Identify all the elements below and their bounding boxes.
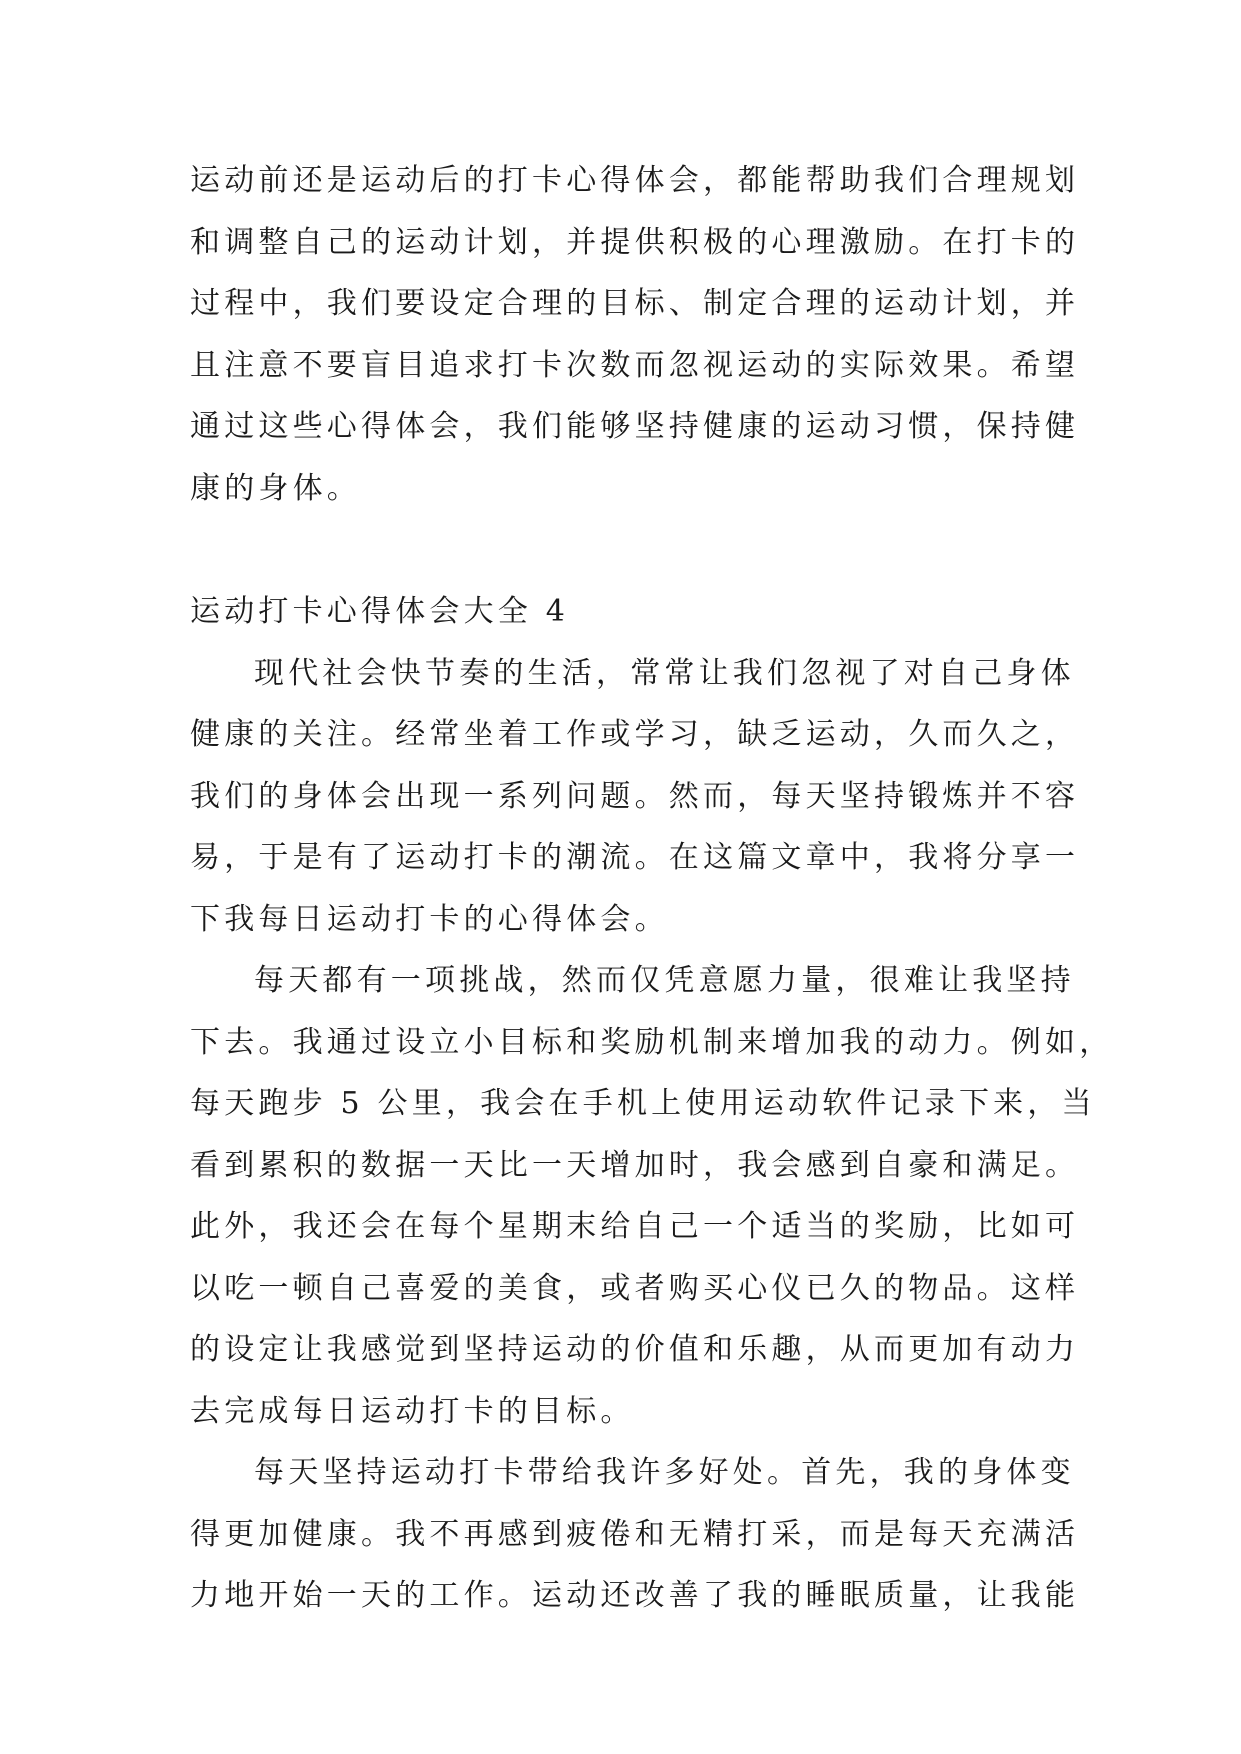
- text-line: 每天都有一项挑战，然而仅凭意愿力量，很难让我坚持: [254, 963, 1075, 998]
- text-line: 现代社会快节奏的生活，常常让我们忽视了对自己身体: [254, 655, 1075, 691]
- text-line: 得更加健康。我不再感到疲倦和无精打采，而是每天充满活: [190, 1516, 1080, 1552]
- paragraph-spacer: [190, 519, 1050, 581]
- text-line: 康的身体。: [190, 470, 361, 506]
- paragraph-3: [190, 1442, 1080, 1627]
- text-line: 下我每日运动打卡的心得体会。: [190, 901, 669, 937]
- text-line: 且注意不要盲目追求打卡次数而忽视运动的实际效果。希望: [190, 347, 1080, 383]
- text-line: 运动前还是运动后的打卡心得体会，都能帮助我们合理规划: [190, 163, 1080, 198]
- section-title: 运动打卡心得体会大全 4: [190, 594, 570, 629]
- text-line: 健康的关注。经常坐着工作或学习，缺乏运动，久而久之，: [190, 717, 1080, 752]
- text-line: 我们的身体会出现一系列问题。然而，每天坚持锻炼并不容: [190, 778, 1080, 814]
- intro-paragraph: [190, 150, 1080, 519]
- text-line: 通过这些心得体会，我们能够坚持健康的运动习惯，保持健: [190, 409, 1080, 444]
- document-body: [190, 150, 1114, 1627]
- text-line: 易，于是有了运动打卡的潮流。在这篇文章中，我将分享一: [190, 840, 1080, 875]
- paragraph-2: [190, 950, 1114, 1442]
- text-line: 看到累积的数据一天比一天增加时，我会感到自豪和满足。: [190, 1147, 1080, 1183]
- text-line: 去完成每日运动打卡的目标。: [190, 1393, 635, 1429]
- paragraph-1: [190, 643, 1080, 951]
- text-line: 和调整自己的运动计划，并提供积极的心理激励。在打卡的: [190, 224, 1080, 260]
- text-line: 过程中，我们要设定合理的目标、制定合理的运动计划，并: [190, 286, 1080, 321]
- text-line: 的设定让我感觉到坚持运动的价值和乐趣，从而更加有动力: [190, 1332, 1080, 1367]
- text-line: 此外，我还会在每个星期末给自己一个适当的奖励，比如可: [190, 1209, 1080, 1244]
- text-line: 力地开始一天的工作。运动还改善了我的睡眠质量，让我能: [190, 1578, 1080, 1613]
- text-line: 以吃一顿自己喜爱的美食，或者购买心仪已久的物品。这样: [190, 1270, 1080, 1306]
- text-line: 每天跑步 5 公里，我会在手机上使用运动软件记录下来，当: [190, 1086, 1096, 1121]
- text-line: 每天坚持运动打卡带给我许多好处。首先，我的身体变: [254, 1455, 1075, 1490]
- text-line: 下去。我通过设立小目标和奖励机制来增加我的动力。例如，: [190, 1024, 1114, 1060]
